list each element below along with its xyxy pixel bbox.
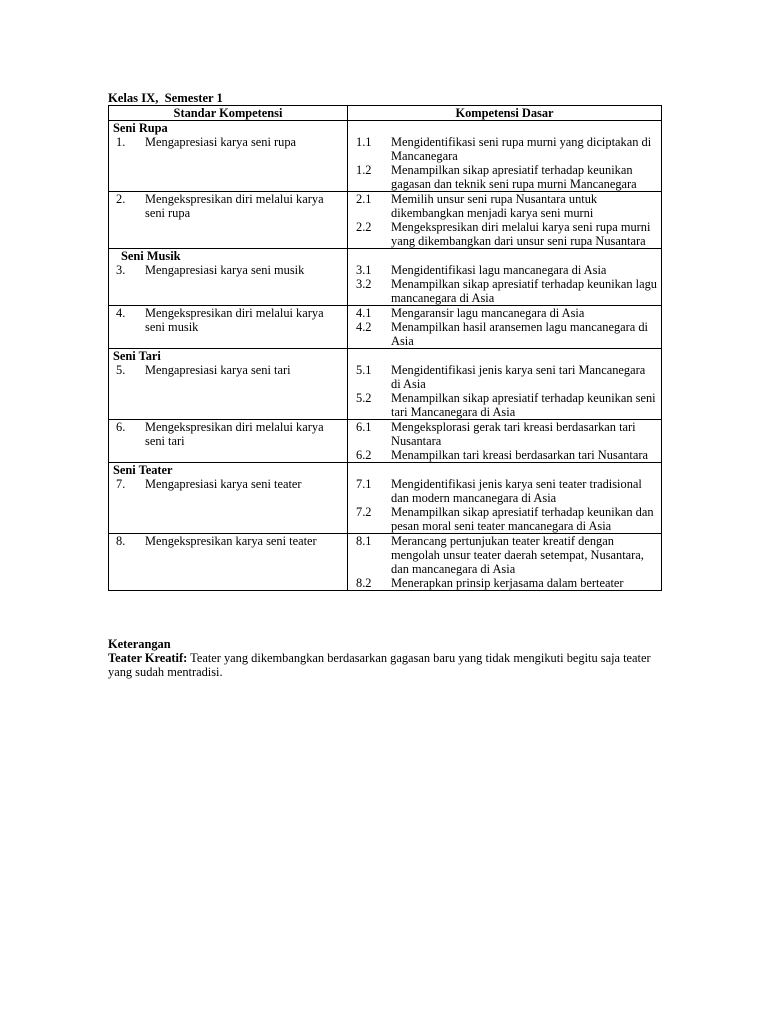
kompetensi-dasar-item [348,534,661,576]
kd-number: 1.1 [356,135,372,149]
table-row [109,121,662,192]
standar-kompetensi-item [109,263,347,277]
standar-kompetensi-cell [109,121,348,192]
sk-text: Mengekspresikan diri melalui karya seni musik [145,306,324,334]
kd-text: Menampilkan sikap apresiatif terhadap keunikan lagu mancanegara di Asia [391,277,657,305]
kompetensi-dasar-cell [348,249,662,306]
section-heading: Seni Tari [113,349,161,363]
header-kompetensi-dasar: Kompetensi Dasar [348,106,662,121]
kd-text: Mengekspresikan diri melalui karya seni rupa murni yang dikembangkan dari unsur seni rupa Nusantara [391,220,651,248]
table-row [109,349,662,420]
kompetensi-dasar-item [348,163,661,191]
sk-number: 7. [116,477,126,491]
notes-heading: Keterangan [108,637,171,651]
kd-number: 1.2 [356,163,372,177]
kompetensi-dasar-item [348,320,661,348]
kompetensi-dasar-item [348,306,661,320]
kd-text: Mengaransir lagu mancanegara di Asia [391,306,585,320]
kd-number: 8.1 [356,534,372,548]
sk-number: 6. [116,420,126,434]
kompetensi-dasar-item [348,420,661,448]
kd-text: Mengidentifikasi lagu mancanegara di Asia [391,263,607,277]
standar-kompetensi-item [109,306,347,334]
sk-text: Mengekspresikan karya seni teater [145,534,317,548]
kd-number: 2.2 [356,220,372,234]
sk-text: Mengapresiasi karya seni tari [145,363,291,377]
section-heading: Seni Rupa [113,121,168,135]
standar-kompetensi-cell [109,192,348,249]
kompetensi-dasar-cell [348,306,662,349]
notes-definition [108,651,668,679]
kompetensi-dasar-item [348,277,661,305]
sk-text: Mengapresiasi karya seni teater [145,477,302,491]
table-row [109,306,662,349]
table-row [109,420,662,463]
section-heading: Seni Musik [121,249,181,263]
standar-kompetensi-item [109,420,347,448]
sk-text: Mengapresiasi karya seni musik [145,263,305,277]
kd-text: Mengeksplorasi gerak tari kreasi berdasarkan tari Nusantara [391,420,636,448]
kd-text: Menampilkan tari kreasi berdasarkan tari Nusantara [391,448,648,462]
sk-number: 3. [116,263,126,277]
kompetensi-dasar-item [348,391,661,419]
page-title: Kelas IX, Semester 1 [108,91,223,105]
kompetensi-dasar-item [348,477,661,505]
standar-kompetensi-item [109,477,347,491]
standar-kompetensi-cell [109,534,348,591]
kd-text: Mengidentifikasi seni rupa murni yang diciptakan di Mancanegara [391,135,652,163]
standar-kompetensi-cell [109,306,348,349]
sk-number: 1. [116,135,126,149]
table-row [109,534,662,591]
sk-text: Mengapresiasi karya seni rupa [145,135,297,149]
kd-text: Mengidentifikasi jenis karya seni tari Mancanegara di Asia [391,363,646,391]
standar-kompetensi-item [109,192,347,220]
table-row [109,249,662,306]
kompetensi-dasar-item [348,135,661,163]
kd-number: 3.1 [356,263,372,277]
kd-number: 5.2 [356,391,372,405]
standar-kompetensi-item [109,534,347,548]
kd-text: Menerapkan prinsip kerjasama dalam berteater [391,576,624,590]
table-row [109,463,662,534]
standar-kompetensi-cell [109,463,348,534]
sk-number: 5. [116,363,126,377]
table-row [109,192,662,249]
kd-number: 7.1 [356,477,372,491]
sk-text: Mengekspresikan diri melalui karya seni rupa [145,192,324,220]
kompetensi-dasar-cell [348,121,662,192]
kompetensi-dasar-cell [348,349,662,420]
kompetensi-dasar-item [348,448,661,462]
kd-number: 7.2 [356,505,372,519]
standar-kompetensi-item [109,363,347,377]
kd-text: Menampilkan sikap apresiatif terhadap keunikan gagasan dan teknik seni rupa murni Mancanegara [391,163,637,191]
standar-kompetensi-item [109,135,347,149]
kd-number: 5.1 [356,363,372,377]
kd-text: Menampilkan sikap apresiatif terhadap keunikan dan pesan moral seni teater mancanegara di Asia [391,505,654,533]
kd-text: Menampilkan hasil aransemen lagu mancanegara di Asia [391,320,649,348]
kd-number: 8.2 [356,576,372,590]
notes-definition-text: Teater yang dikembangkan berdasarkan gagasan baru yang tidak mengikuti begitu saja teater yang sudah mentradisi. [108,651,651,679]
kompetensi-dasar-item [348,576,661,590]
kd-text: Menampilkan sikap apresiatif terhadap keunikan seni tari Mancanegara di Asia [391,391,656,419]
sk-number: 2. [116,192,126,206]
sk-number: 8. [116,534,126,548]
kd-number: 6.2 [356,448,372,462]
kompetensi-dasar-cell [348,192,662,249]
kd-number: 4.1 [356,306,372,320]
sk-number: 4. [116,306,126,320]
notes-term: Teater Kreatif: [108,651,188,665]
standar-kompetensi-cell [109,420,348,463]
kd-number: 6.1 [356,420,372,434]
kompetensi-dasar-item [348,263,661,277]
table-header-row [109,106,662,121]
kompetensi-dasar-item [348,363,661,391]
kd-text: Mengidentifikasi jenis karya seni teater tradisional dan modern mancanegara di Asia [391,477,642,505]
kd-number: 4.2 [356,320,372,334]
kompetensi-dasar-item [348,192,661,220]
standar-kompetensi-cell [109,249,348,306]
kompetensi-dasar-item [348,220,661,248]
competency-table [108,105,662,591]
section-heading: Seni Teater [113,463,173,477]
kd-number: 3.2 [356,277,372,291]
standar-kompetensi-cell [109,349,348,420]
sk-text: Mengekspresikan diri melalui karya seni tari [145,420,324,448]
header-standar-kompetensi: Standar Kompetensi [109,106,348,121]
kd-text: Merancang pertunjukan teater kreatif dengan mengolah unsur teater daerah setempat, Nusantara, dan mancanegara di Asia [391,534,644,576]
kompetensi-dasar-cell [348,534,662,591]
kompetensi-dasar-cell [348,463,662,534]
kompetensi-dasar-item [348,505,661,533]
notes-section [108,637,668,679]
kompetensi-dasar-cell [348,420,662,463]
kd-number: 2.1 [356,192,372,206]
kd-text: Memilih unsur seni rupa Nusantara untuk dikembangkan menjadi karya seni murni [391,192,598,220]
